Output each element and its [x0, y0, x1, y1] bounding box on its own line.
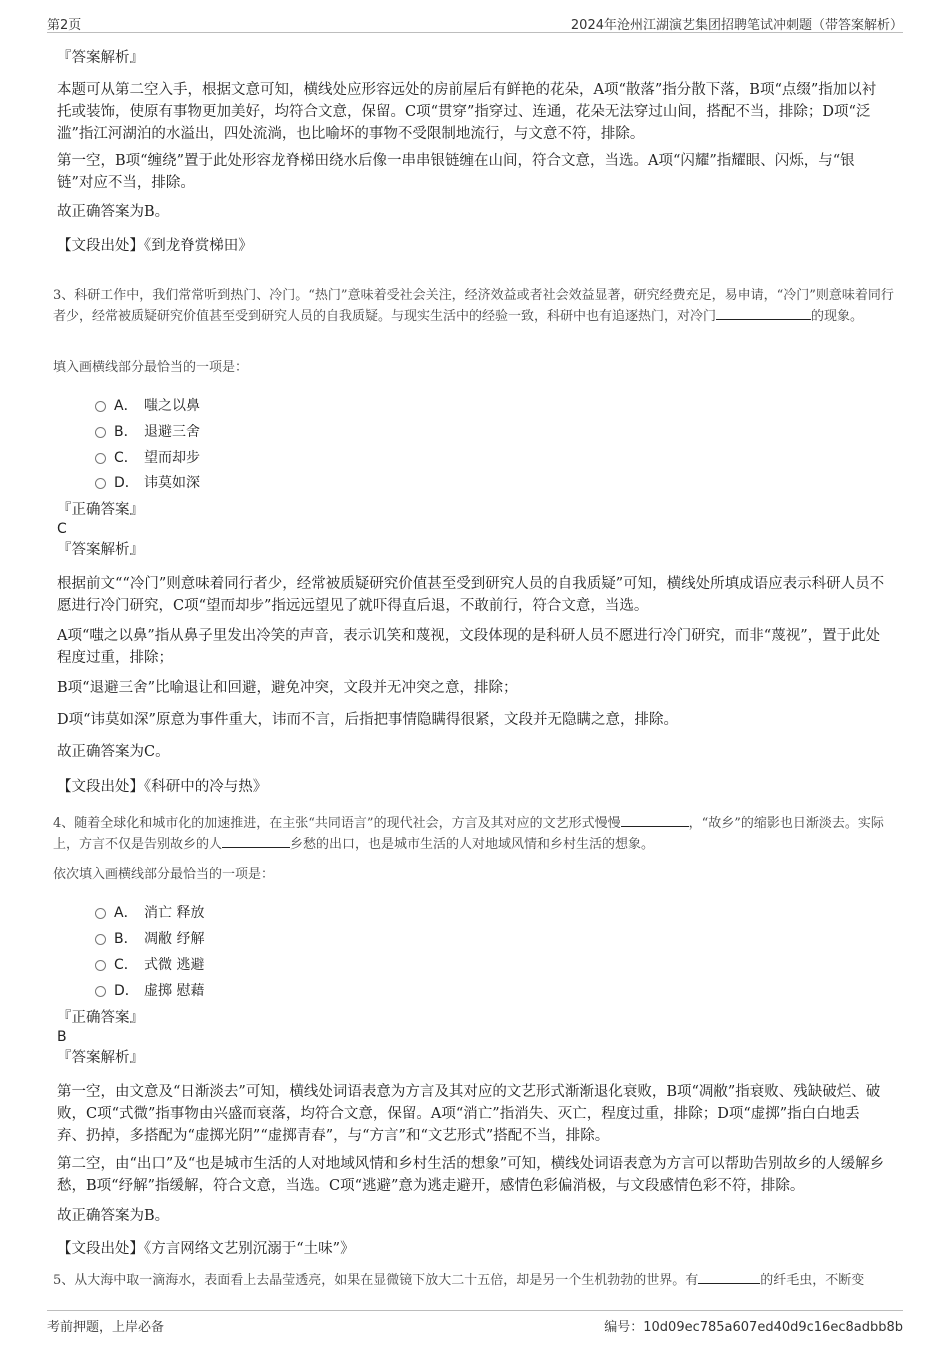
correct-answer-value: B	[57, 1029, 67, 1045]
option-d[interactable]: D． 讳莫如深	[95, 472, 200, 494]
analysis-paragraph: B项“退避三舍”比喻退让和回避，避免冲突，文段并无冲突之意，排除；	[57, 680, 518, 696]
answer-analysis-label: 『答案解析』	[57, 542, 144, 558]
analysis-paragraph: 根据前文““冷门”则意味着同行者少，经常被质疑研究价值甚至受到研究人员的自我质疑”可知，横线处所填成语应表示科研人员不愿进行冷门研究，C项“望而却步”指远远望见了就吓得直后退，不敢前行，符合文意，当选。	[57, 576, 885, 614]
radio-button-icon[interactable]	[95, 453, 106, 464]
option-c[interactable]: C． 式微 逃避	[95, 954, 204, 976]
radio-button-icon[interactable]	[95, 401, 106, 412]
correct-answer-label: 『正确答案』	[57, 502, 144, 518]
option-d[interactable]: D． 虚掷 慰藉	[95, 980, 204, 1002]
radio-button-icon[interactable]	[95, 478, 106, 489]
source-citation: 【文段出处】《方言网络文艺别沉溺于“土味”》	[57, 1241, 355, 1257]
source-citation: 【文段出处】《科研中的冷与热》	[57, 779, 268, 795]
analysis-paragraph: 故正确答案为C。	[57, 744, 170, 760]
answer-analysis-label: 『答案解析』	[57, 1050, 144, 1066]
question-instruction: 填入画横线部分最恰当的一项是：	[53, 360, 249, 375]
option-c[interactable]: C． 望而却步	[95, 447, 200, 469]
analysis-paragraph: 第一空，B项“缠绕”置于此处形容龙脊梯田绕水后像一串串银链缠在山间，符合文意，当选。A项“闪耀”指耀眼、闪烁，与“银链”对应不当，排除。	[57, 153, 855, 191]
analysis-paragraph: 故正确答案为B。	[57, 204, 170, 220]
answer-blank	[621, 814, 689, 827]
option-b[interactable]: B． 凋敝 纾解	[95, 928, 204, 950]
page-footer	[47, 1310, 903, 1335]
document-title: 2024年沧州江湖演艺集团招聘笔试冲刺题（带答案解析）	[570, 18, 903, 33]
radio-button-icon[interactable]	[95, 934, 106, 945]
radio-button-icon[interactable]	[95, 908, 106, 919]
page-number: 第2页	[47, 18, 82, 33]
option-a[interactable]: A． 嗤之以鼻	[95, 395, 200, 417]
option-a[interactable]: A． 消亡 释放	[95, 902, 204, 924]
answer-blank	[698, 1271, 760, 1284]
answer-analysis-label: 『答案解析』	[57, 50, 144, 66]
question-stem: 4、随着全球化和城市化的加速推进，在主张“共同语言”的现代社会，方言及其对应的文艺形式慢慢 ，“故乡”的缩影也日渐淡去。实际上，方言不仅是告别故乡的人 乡愁的出口，也是城市生活的人对地域风情和乡村生活的想象。	[53, 816, 884, 852]
correct-answer-label: 『正确答案』	[57, 1010, 144, 1026]
analysis-paragraph: 故正确答案为B。	[57, 1208, 170, 1224]
analysis-paragraph: 本题可从第二空入手，根据文意可知，横线处应形容远处的房前屋后有鲜艳的花朵，A项“散落”指分散下落，B项“点缀”指加以衬托或装饰，使原有事物更加美好，均符合文意，保留。C项“贯穿”指穿过、连通，花朵无法穿过山间，搭配不当，排除；D项“泛滥”指江河湖泊的水溢出，四处流淌，也比喻坏的事物不受限制地流行，与文意不符，排除。	[57, 82, 877, 142]
document-code: 编号：10d09ec785a607ed40d9c16ec8adbb8b	[604, 1320, 903, 1335]
page-header	[47, 12, 903, 33]
analysis-paragraph: 第二空，由“出口”及“也是城市生活的人对地域风情和乡村生活的想象”可知，横线处词语表意为方言可以帮助告别故乡的人缓解乡愁，B项“纾解”指缓解，符合文意，当选。C项“逃避”意为逃走避开，感情色彩偏消极，与文段感情色彩不符，排除。	[57, 1156, 885, 1194]
source-citation: 【文段出处】《到龙脊赏梯田》	[57, 238, 253, 254]
answer-blank	[222, 835, 290, 848]
answer-blank	[716, 307, 811, 320]
radio-button-icon[interactable]	[95, 986, 106, 997]
question-instruction: 依次填入画横线部分最恰当的一项是：	[53, 867, 275, 882]
radio-button-icon[interactable]	[95, 960, 106, 971]
footer-slogan: 考前押题，上岸必备	[47, 1320, 165, 1335]
option-b[interactable]: B． 退避三舍	[95, 421, 200, 443]
analysis-paragraph: 第一空，由文意及“日渐淡去”可知，横线处词语表意为方言及其对应的文艺形式渐渐退化衰败，B项“凋敝”指衰败、残缺破烂、破败，C项“式微”指事物由兴盛而衰落，均符合文意，保留。A项“消亡”指消失、灭亡，程度过重，排除；D项“虚掷”指白白地丢弃、扔掉，多搭配为“虚掷光阴”“虚掷青春”，与“方言”和“文艺形式”搭配不当，排除。	[57, 1084, 881, 1144]
analysis-paragraph: D项“讳莫如深”原意为事件重大，讳而不言，后指把事情隐瞒得很紧，文段并无隐瞒之意，排除。	[57, 712, 678, 728]
correct-answer-value: C	[57, 521, 67, 537]
question-stem: 5、从大海中取一滴海水，表面看上去晶莹透亮，如果在显微镜下放大二十五倍，却是另一个生机勃勃的世界。有 的纤毛虫，不断变	[53, 1273, 865, 1288]
question-stem: 3、科研工作中，我们常常听到热门、冷门。“热门”意味着受社会关注，经济效益或者社会效益显著，研究经费充足，易申请，“冷门”则意味着同行者少，经常被质疑研究价值甚至受到研究人员的自我质疑。与现实生活中的经验一致，科研中也有追逐热门，对冷门 的现象。	[53, 288, 894, 324]
analysis-paragraph: A项“嗤之以鼻”指从鼻子里发出冷笑的声音，表示讥笑和蔑视，文段体现的是科研人员不愿进行冷门研究，而非“蔑视”，置于此处程度过重，排除；	[57, 628, 881, 666]
radio-button-icon[interactable]	[95, 427, 106, 438]
